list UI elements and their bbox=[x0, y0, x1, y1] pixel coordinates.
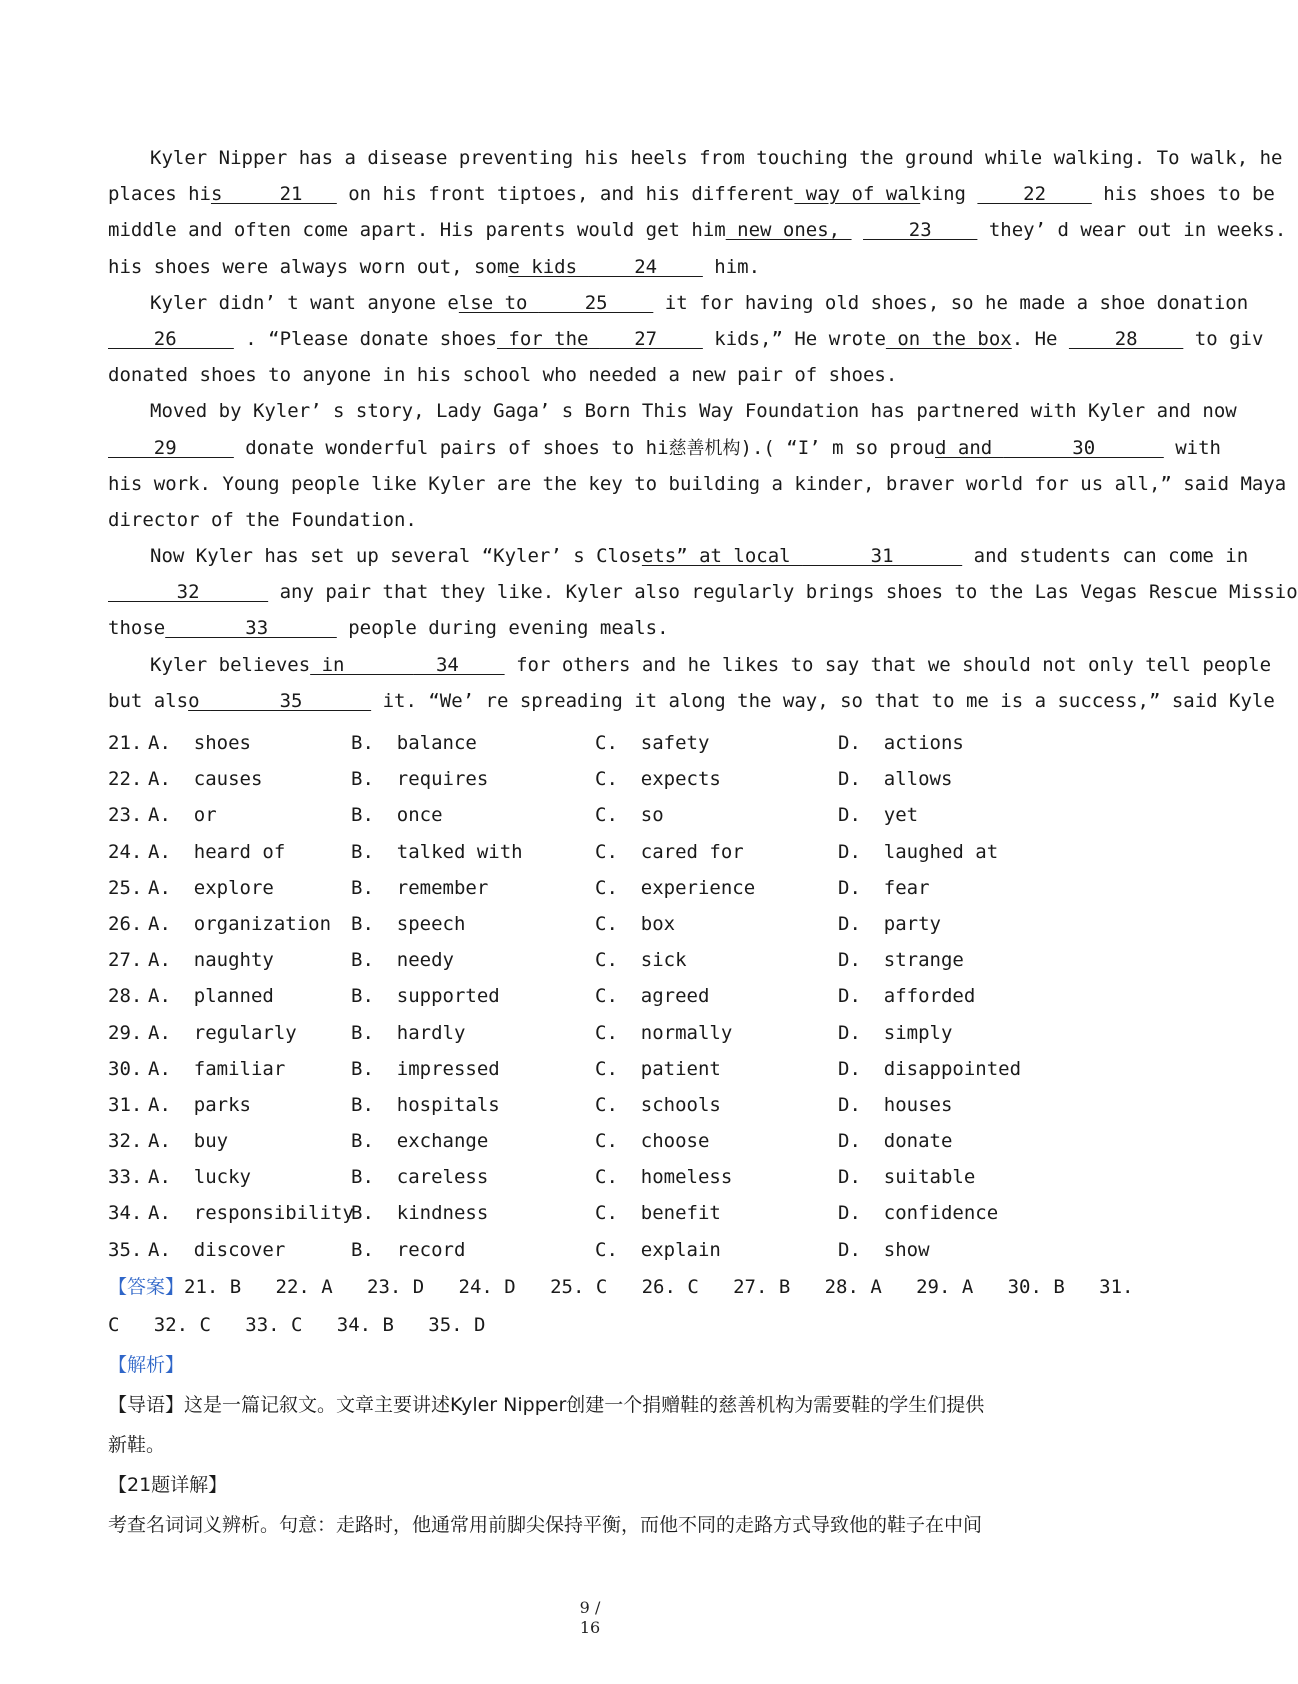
option-row-24: 24. A. heard of B. talked with C. cared for D. laughed at bbox=[108, 840, 999, 863]
guide-text-line-2: 新鞋。 bbox=[108, 1434, 166, 1456]
passage-line: but also 35 it. “We’ re spreading it along the way, so that to me is a success,” said Kyle bbox=[108, 689, 1275, 712]
blank-33: 33 bbox=[165, 617, 337, 640]
blank-22: 22 bbox=[977, 183, 1092, 206]
passage-line: Now Kyler has set up several “Kyler’ s Closets” at local 31 and students can come in bbox=[150, 545, 1249, 568]
passage-line: Kyler didn’ t want anyone else to 25 it for having old shoes, so he made a shoe donation bbox=[150, 291, 1249, 314]
option-row-34: 34. A. responsibility B. kindness C. benefit D. confidence bbox=[108, 1202, 999, 1225]
q21-detail-text: 考查名词词义辨析。句意：走路时，他通常用前脚尖保持平衡，而他不同的走路方式导致他的鞋子在中间 bbox=[108, 1514, 983, 1536]
passage-line: middle and often come apart. His parents would get him new ones, 23 they’ d wear out in weeks. bbox=[108, 219, 1298, 242]
cloze-passage bbox=[108, 140, 1298, 719]
passage-line: Moved by Kyler’ s story, Lady Gaga’ s Born This Way Foundation has partnered with Kyler and now bbox=[150, 400, 1237, 423]
passage-line: donated shoes to anyone in his school who needed a new pair of shoes. bbox=[108, 364, 898, 387]
blank-31: 31 bbox=[802, 545, 963, 568]
blank-24: 24 bbox=[588, 255, 703, 278]
answer-label: 【答案】 bbox=[108, 1276, 185, 1298]
answer-options bbox=[108, 725, 1108, 1268]
option-row-23: 23. A. or B. once C. so D. yet bbox=[108, 804, 919, 827]
option-row-26: 26. A. organization B. speech C. box D. party bbox=[108, 912, 941, 935]
option-row-35: 35. A. discover B. record C. explain D. show bbox=[108, 1238, 930, 1261]
guide-text-line-1: 【导语】这是一篇记叙文。文章主要讲述Kyler Nipper创建一个捐赠鞋的慈善机构为需要鞋的学生们提供 bbox=[108, 1394, 985, 1416]
passage-line: 29 donate wonderful pairs of shoes to hi慈善机构).( “I’ m so proud and 30 with bbox=[108, 436, 1221, 459]
option-row-29: 29. A. regularly B. hardly C. normally D. simply bbox=[108, 1021, 953, 1044]
option-row-22: 22. A. causes B. requires C. expects D. allows bbox=[108, 768, 953, 791]
option-row-21: 21. A. shoes B. balance C. safety D. actions bbox=[108, 732, 964, 754]
passage-line: his work. Young people like Kyler are the key to building a kinder, braver world for us all,” said Maya bbox=[108, 472, 1287, 495]
answer-line-1: 21. B 22. A 23. D 24. D 25. C 26. C 27. B 28. A 29. A 30. B 31. bbox=[184, 1276, 1134, 1298]
option-row-27: 27. A. naughty B. needy C. sick D. strange bbox=[108, 949, 964, 972]
q21-detail-title: 【21题详解】 bbox=[108, 1474, 228, 1496]
option-row-28: 28. A. planned B. supported C. agreed D. afforded bbox=[108, 985, 976, 1008]
analysis-label: 【解析】 bbox=[108, 1354, 185, 1376]
passage-line: 26 . “Please donate shoes for the 27 kids,” He wrote on the box. He 28 to giv bbox=[108, 327, 1264, 350]
passage-line: Kyler Nipper has a disease preventing his heels from touching the ground while walking. To walk, he bbox=[150, 147, 1283, 169]
page-number: 9 / 16 bbox=[579, 1598, 601, 1637]
passage-line: Kyler believes in 34 for others and he likes to say that we should not only tell people bbox=[150, 653, 1272, 676]
blank-34: 34 bbox=[413, 653, 505, 676]
passage-line: 32 any pair that they like. Kyler also regularly brings shoes to the Las Vegas Rescue Missio bbox=[108, 581, 1298, 604]
option-row-31: 31. A. parks B. hospitals C. schools D. houses bbox=[108, 1093, 953, 1116]
passage-line: those 33 people during evening meals. bbox=[108, 617, 669, 640]
blank-23: 23 bbox=[863, 219, 978, 242]
blank-27: 27 bbox=[599, 327, 703, 350]
answer-key bbox=[108, 1268, 1134, 1344]
blank-28: 28 bbox=[1068, 327, 1184, 350]
blank-26: 26 bbox=[108, 327, 234, 350]
option-row-25: 25. A. explore B. remember C. experience D. fear bbox=[108, 876, 930, 899]
blank-35: 35 bbox=[210, 689, 372, 712]
option-row-30: 30. A. familiar B. impressed C. patient D. disappointed bbox=[108, 1057, 1022, 1080]
option-row-32: 32. A. buy B. exchange C. choose D. donate bbox=[108, 1130, 953, 1153]
blank-25: 25 bbox=[538, 291, 654, 314]
passage-line: places his 21 on his front tiptoes, and his different way of walking 22 his shoes to be bbox=[108, 183, 1275, 206]
passage-line: director of the Foundation. bbox=[108, 508, 417, 531]
blank-21: s 21 bbox=[210, 183, 337, 206]
blank-29: 29 bbox=[108, 436, 234, 459]
blank-30: 30 bbox=[1003, 436, 1164, 459]
passage-line: his shoes were always worn out, some kids 24 him. bbox=[108, 255, 761, 278]
answer-line-2: C 32. C 33. C 34. B 35. D bbox=[108, 1314, 486, 1336]
blank-32: 32 bbox=[108, 581, 269, 604]
option-row-33: 33. A. lucky B. careless C. homeless D. suitable bbox=[108, 1166, 976, 1189]
